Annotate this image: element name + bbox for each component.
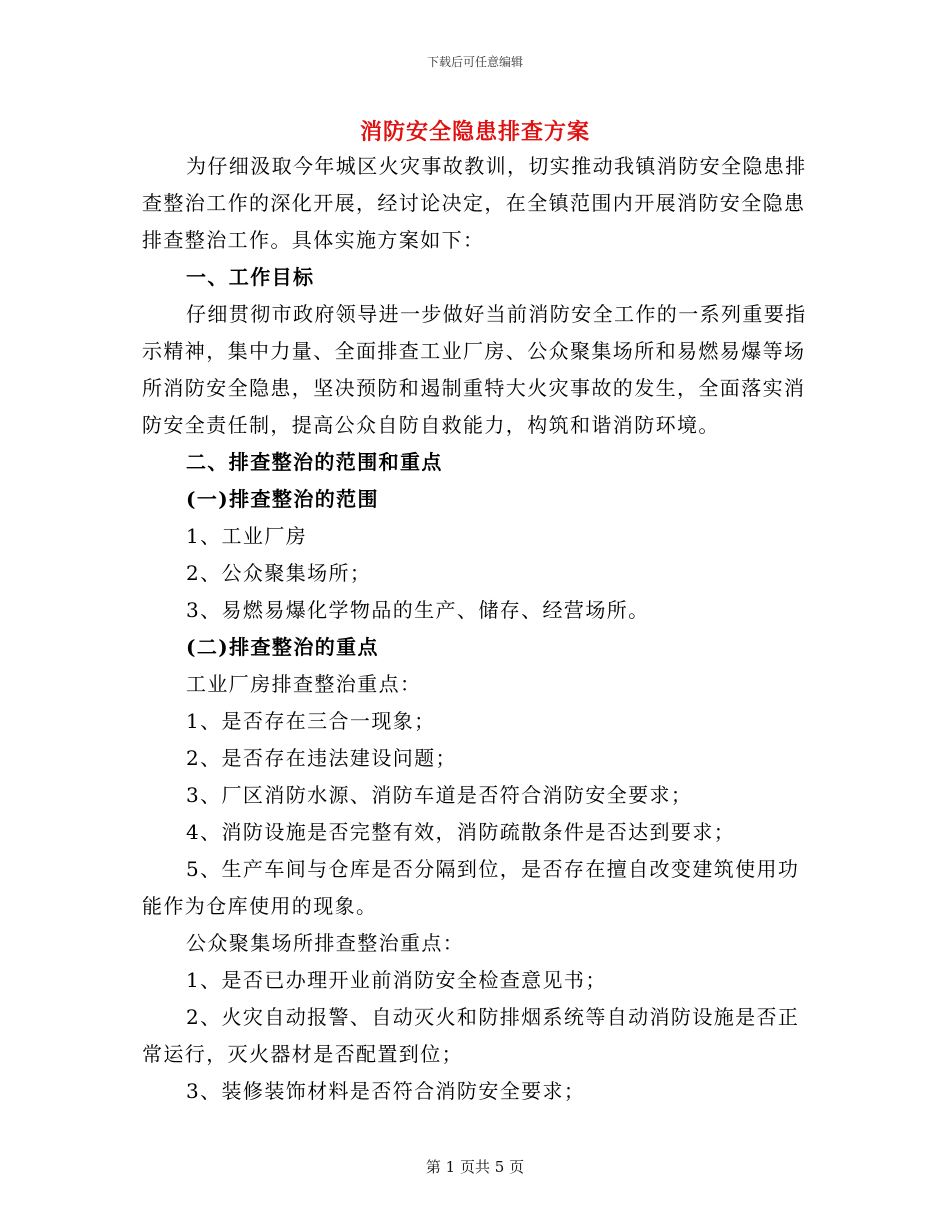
- public-venue-focus-label: 公众聚集场所排查整治重点：: [186, 931, 465, 955]
- list-item: 2、公众聚集场所；: [186, 561, 372, 585]
- section-heading-scope: 二、排查整治的范围和重点: [186, 450, 443, 474]
- goals-paragraph: 仔细贯彻市政府领导进一步做好当前消防安全工作的一系列重要指示精神，集中力量、全面排查工业厂房、公众聚集场所和易燃易爆等场所消防安全隐患，坚决预防和遏制重特大火灾事故的发生，全面落实消防安全责任制，提高公众自防自救能力，构筑和谐消防环境。: [142, 302, 807, 437]
- list-item: 3、易燃易爆化学物品的生产、储存、经营场所。: [186, 598, 650, 622]
- list-item: 1、是否存在三合一现象；: [186, 709, 436, 733]
- document-title: 消防安全隐患排查方案: [359, 119, 590, 145]
- subsection-heading-focus: (二)排查整治的重点: [186, 635, 379, 659]
- list-item: 5、生产车间与仓库是否分隔到位，是否存在擅自改变建筑使用功能作为仓库使用的现象。: [142, 857, 800, 918]
- page-footer: 第 1 页共 5 页: [425, 1158, 525, 1176]
- list-item: 1、工业厂房: [186, 524, 308, 548]
- factory-focus-label: 工业厂房排查整治重点：: [186, 672, 422, 696]
- section-heading-goals: 一、工作目标: [186, 265, 315, 289]
- list-item: 2、火灾自动报警、自动灭火和防排烟系统等自动消防设施是否正常运行，灭火器材是否配置到位；: [142, 1005, 800, 1066]
- list-item: 2、是否存在违法建设问题；: [186, 746, 457, 770]
- list-item: 3、厂区消防水源、消防车道是否符合消防安全要求；: [186, 783, 693, 807]
- list-item: 1、是否已办理开业前消防安全检查意见书；: [186, 968, 607, 992]
- list-item: 3、装修装饰材料是否符合消防安全要求；: [186, 1079, 586, 1103]
- subsection-heading-scope: (一)排查整治的范围: [186, 487, 379, 511]
- document-body: [142, 148, 808, 1110]
- page-header: 下载后可任意编辑: [426, 55, 523, 69]
- list-item: 4、消防设施是否完整有效，消防疏散条件是否达到要求；: [186, 820, 736, 844]
- intro-paragraph: 为仔细汲取今年城区火灾事故教训，切实推动我镇消防安全隐患排查整治工作的深化开展，经讨论决定，在全镇范围内开展消防安全隐患排查整治工作。具体实施方案如下：: [142, 154, 807, 252]
